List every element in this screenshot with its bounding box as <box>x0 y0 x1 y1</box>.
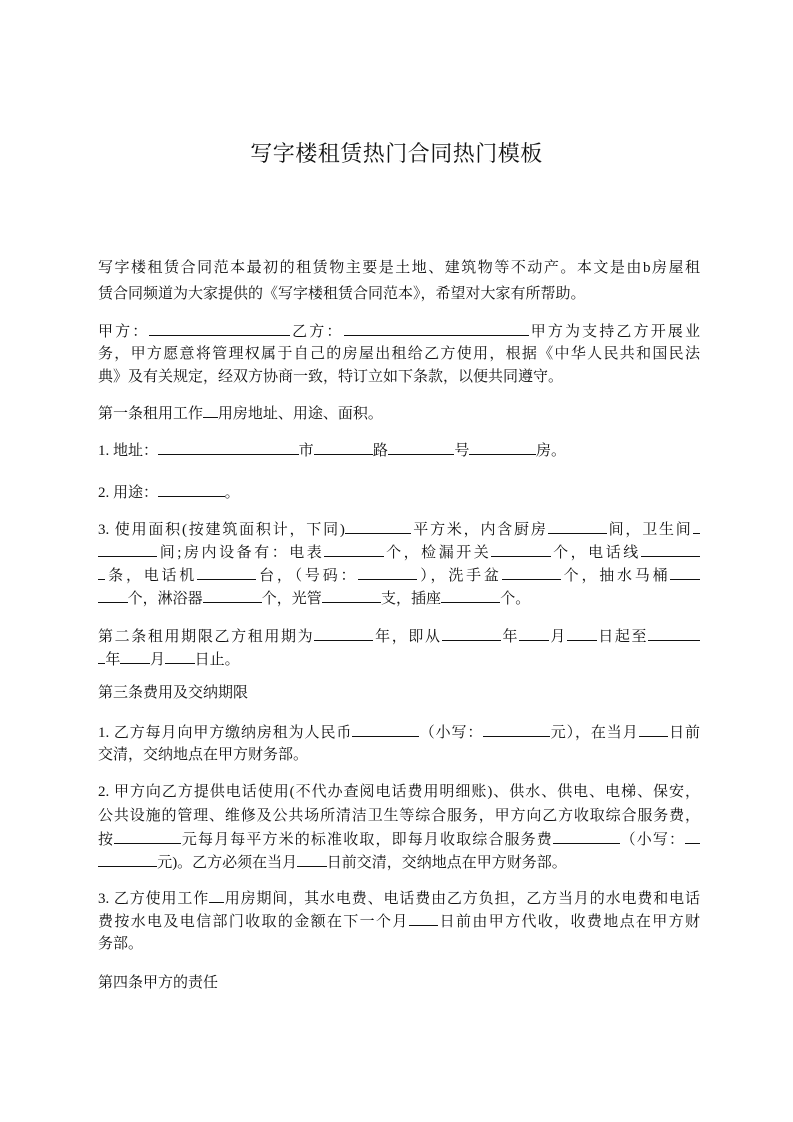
fill-in-blank <box>553 829 620 844</box>
paragraph-line: 公共设施的管理、维修及公共场所清洁卫生等综合服务，甲方向乙方收取综合服务费， <box>98 808 700 824</box>
fill-in-blank <box>483 722 550 737</box>
section-heading: 第二条租用期限乙方租用期为 年，即从 年 月 日起至 <box>98 626 700 647</box>
paragraph-line: 按 元每月每平方米的标准收取，即每月收取综合服务费 （小写： <box>98 829 700 850</box>
fill-in-blank <box>648 626 700 641</box>
paragraph-line: 2. 甲方向乙方提供电话使用(不代办查阅电话费用明细账)、供水、供电、电梯、保安， <box>98 784 700 800</box>
fill-in-blank <box>358 565 417 580</box>
section-heading: 第一条租用工作 用房地址、用途、面积。 <box>98 403 700 424</box>
fill-in-blank <box>409 911 439 926</box>
fill-in-blank <box>641 542 700 557</box>
fill-in-blank <box>158 482 225 497</box>
fill-in-blank <box>197 565 256 580</box>
fill-in-blank <box>120 649 150 664</box>
paragraph-line: 3. 乙方使用工作 用房期间，其水电费、电话费由乙方负担，乙方当月的水电费和电话 <box>98 888 700 909</box>
fill-in-blank <box>352 722 419 737</box>
fill-in-blank <box>98 852 157 867</box>
fill-in-blank <box>388 440 455 455</box>
fill-in-blank <box>469 440 536 455</box>
paragraph-line: 费按水电及电信部门收取的金额在下一个月 日前由甲方代收，收费地点在甲方财 <box>98 911 700 932</box>
paragraph-line: 年 月 日止。 <box>98 649 700 670</box>
fill-in-blank <box>345 519 412 534</box>
paragraph-line: 间;房内设备有：电表 个，检漏开关 个，电话线 <box>98 542 700 563</box>
fill-in-blank <box>314 440 373 455</box>
fill-in-blank <box>98 649 105 664</box>
fill-in-blank <box>158 440 299 455</box>
paragraph-line: 1. 乙方每月向甲方缴纳房租为人民币 （小写： 元），在当月 日前 <box>98 722 700 743</box>
paragraph-line: 2. 用途： 。 <box>98 482 700 503</box>
fill-in-blank <box>98 588 128 603</box>
fill-in-blank <box>491 542 550 557</box>
paragraph-line: 1. 地址： 市 路 号 房。 <box>98 440 700 461</box>
fill-in-blank <box>149 321 290 336</box>
fill-in-blank <box>442 626 501 641</box>
fill-in-blank <box>203 403 218 418</box>
paragraph-line: 元)。乙方必须在当月 日前交清，交纳地点在甲方财务部。 <box>98 852 700 873</box>
fill-in-blank <box>567 626 597 641</box>
paragraph-line: 3. 使用面积(按建筑面积计，下同) 平方米，内含厨房 间，卫生间 <box>98 519 700 540</box>
fill-in-blank <box>670 565 700 580</box>
paragraph-line: 务部。 <box>98 936 144 952</box>
fill-in-blank <box>693 519 700 534</box>
fill-in-blank <box>502 565 561 580</box>
paragraph-line: 典》及有关规定，经双方协商一致，特订立如下条款，以便共同遵守。 <box>98 369 564 385</box>
paragraph-line: 写字楼租赁合同范本最初的租赁物主要是土地、建筑物等不动产。本文是由b房屋租 <box>98 260 700 276</box>
fill-in-blank <box>519 626 549 641</box>
paragraph-line: 条，电话机 台，（号码： ），洗手盆 个，抽水马桶 <box>98 565 700 586</box>
document-title: 写字楼租赁热门合同热门模板 <box>250 141 543 166</box>
fill-in-blank <box>685 829 700 844</box>
paragraph-line: 甲方： 乙方： 甲方为支持乙方开展业 <box>98 321 700 342</box>
section-heading: 第三条费用及交纳期限 <box>98 685 249 701</box>
paragraph-line: 赁合同频道为大家提供的《写字楼租赁合同范本》，希望对大家有所帮助。 <box>98 286 586 302</box>
fill-in-blank <box>98 565 105 580</box>
fill-in-blank <box>548 519 607 534</box>
fill-in-blank <box>441 588 500 603</box>
fill-in-blank <box>322 588 381 603</box>
fill-in-blank <box>314 626 373 641</box>
fill-in-blank <box>639 722 669 737</box>
section-heading: 第四条甲方的责任 <box>98 975 219 991</box>
fill-in-blank <box>209 888 224 903</box>
fill-in-blank <box>114 829 181 844</box>
fill-in-blank <box>297 852 327 867</box>
fill-in-blank <box>203 588 262 603</box>
paragraph-line: 交清，交纳地点在甲方财务部。 <box>98 747 309 763</box>
fill-in-blank <box>344 321 529 336</box>
paragraph-line: 务，甲方愿意将管理权属于自己的房屋出租给乙方使用，根据《中华人民共和国民法 <box>98 346 700 362</box>
paragraph-line: 个，淋浴器 个，光管 支，插座 个。 <box>98 588 700 609</box>
fill-in-blank <box>98 542 157 557</box>
fill-in-blank <box>165 649 195 664</box>
fill-in-blank <box>324 542 383 557</box>
